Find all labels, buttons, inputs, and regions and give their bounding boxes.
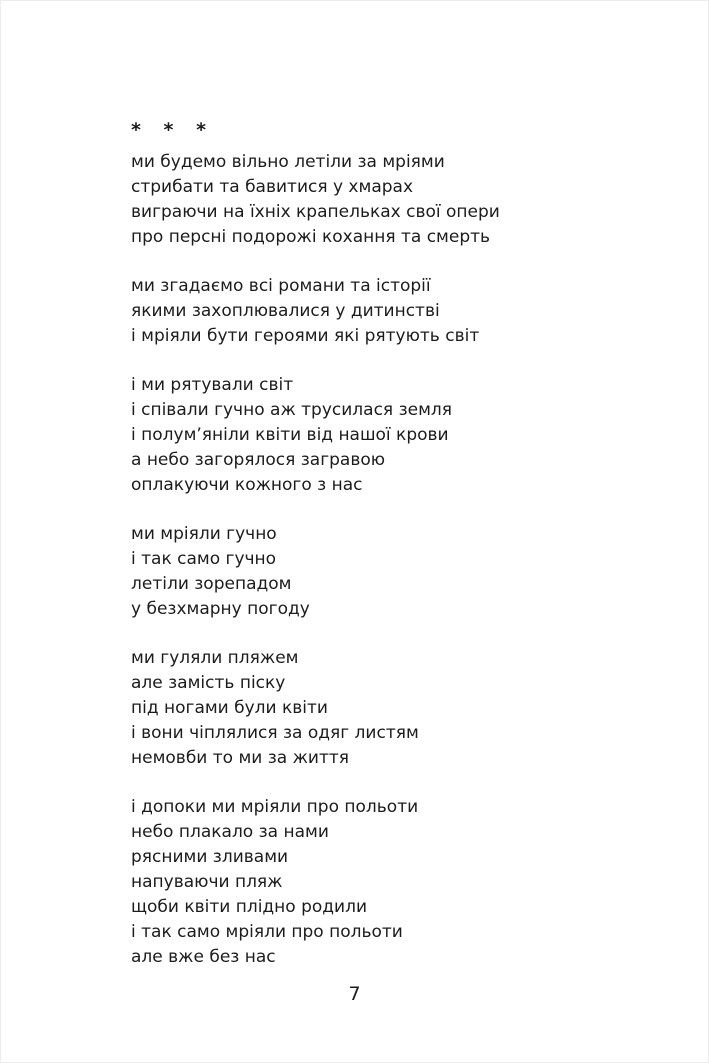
poem-line: а небо загорялося загравою — [131, 450, 386, 470]
page-number: 7 — [348, 983, 361, 1005]
poem-line: під ногами були квіти — [131, 698, 328, 718]
stanza — [131, 522, 668, 622]
poem-line: небо плакало за нами — [131, 822, 329, 842]
poem-line: і полум’яніли квіти від нашої крови — [131, 425, 449, 445]
poem-line: у безхмарну погоду — [131, 599, 310, 619]
page-footer — [1, 983, 708, 1005]
poem-line: але вже без нас — [131, 947, 276, 967]
poem-line: стрибати та бавитися у хмарах — [131, 177, 414, 197]
poem-line: виграючи на їхніх крапельках свої опери — [131, 202, 500, 222]
stanza — [131, 646, 668, 771]
poem-stanzas — [131, 150, 668, 970]
poem-line: і співали гучно аж трусилася земля — [131, 400, 452, 420]
poem-line: рясними зливами — [131, 847, 289, 867]
stanza — [131, 150, 668, 250]
poem-line: ми мріяли гучно — [131, 524, 277, 544]
poem-line: і вони чіплялися за одяг листям — [131, 723, 419, 743]
poem-line: немовби то ми за життя — [131, 748, 349, 768]
poem-line: і так само мріяли про польоти — [131, 922, 403, 942]
poem-line: і так само гучно — [131, 549, 277, 569]
poem-line: оплакуючи кожного з нас — [131, 475, 363, 495]
poem-line: ми згадаємо всі романи та історії — [131, 276, 431, 296]
poem-line: про персні подорожі кохання та смерть — [131, 227, 491, 247]
stanza — [131, 373, 668, 498]
stanza — [131, 795, 668, 970]
poem — [131, 119, 668, 994]
poem-line: і мріяли бути героями які рятують світ — [131, 326, 480, 346]
stanza — [131, 274, 668, 349]
poem-line: якими захоплювалися у дитинстві — [131, 301, 440, 321]
poem-line: і ми рятували світ — [131, 375, 294, 395]
poem-line: летіли зорепадом — [131, 574, 292, 594]
poem-line: ми гуляли пляжем — [131, 648, 299, 668]
poem-line: щоби квіти плідно родили — [131, 897, 367, 917]
poem-line: і допоки ми мріяли про польоти — [131, 797, 419, 817]
poem-line: але замість піску — [131, 673, 286, 693]
poem-line: напуваючи пляж — [131, 872, 283, 892]
section-marker: * * * — [131, 119, 208, 141]
poem-line: ми будемо вільно летіли за мріями — [131, 152, 445, 172]
